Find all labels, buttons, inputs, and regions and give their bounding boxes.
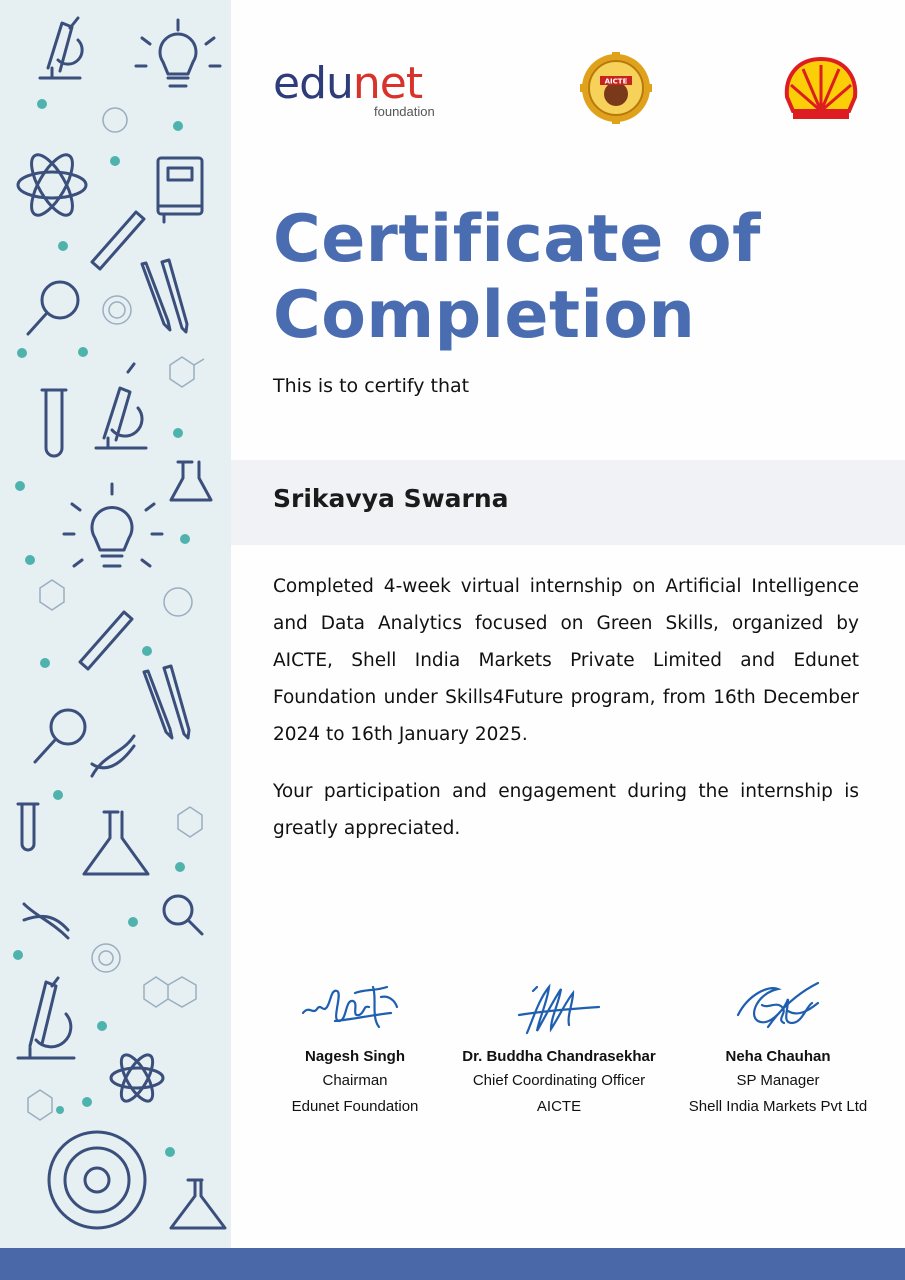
signer-2: [444, 975, 674, 1120]
edunet-foundation-logo: [273, 60, 463, 122]
signer-role: SP Manager: [736, 1072, 820, 1089]
signer-name: Neha Chauhan: [725, 1048, 831, 1065]
decorative-sidebar: [0, 0, 231, 1248]
shell-logo: [783, 55, 859, 123]
recipient-name: Srikavya Swarna: [273, 484, 509, 513]
title-line-2: Completion: [273, 278, 696, 353]
signature-nagesh-singh: [295, 975, 415, 1045]
completion-description: Completed 4-week virtual internship on Artificial Intelligence and Data Analytics focused on Green Skills, organized by AICTE, Shell India Markets Private Limited and Edunet Foundation under Skills4Future program, from 16th December 2024 to 16th January 2025.: [273, 576, 859, 745]
footer-bar: [0, 1248, 905, 1280]
certificate-title: [273, 202, 873, 354]
signer-role: Chief Coordinating Officer: [472, 1072, 646, 1089]
signer-org: AICTE: [536, 1098, 582, 1115]
signer-name: Dr. Buddha Chandrasekhar: [462, 1048, 656, 1065]
title-line-1: Certificate of: [273, 202, 761, 277]
aicte-logo-text: AICTE: [604, 77, 628, 86]
appreciation-text: Your participation and engagement during the internship is greatly appreciated.: [273, 781, 859, 839]
signer-name: Nagesh Singh: [304, 1048, 405, 1065]
signer-org: Edunet Foundation: [291, 1098, 419, 1115]
science-pattern-illustration: [0, 0, 231, 1248]
edunet-logo-foundation: foundation: [374, 104, 435, 119]
signer-1: [240, 975, 470, 1120]
signer-3: [663, 975, 893, 1120]
signatures-section: [240, 975, 905, 1125]
signer-org: Shell India Markets Pvt Ltd: [688, 1098, 868, 1115]
certify-text: This is to certify that: [273, 375, 470, 397]
signature-buddha-chandrasekhar: [499, 975, 619, 1045]
edunet-logo-net: net: [352, 58, 423, 109]
aicte-logo: [580, 52, 652, 124]
edunet-logo-edu: edu: [273, 58, 353, 109]
signature-neha-chauhan: [718, 975, 838, 1045]
signer-role: Chairman: [322, 1072, 388, 1089]
recipient-band: [231, 460, 905, 545]
